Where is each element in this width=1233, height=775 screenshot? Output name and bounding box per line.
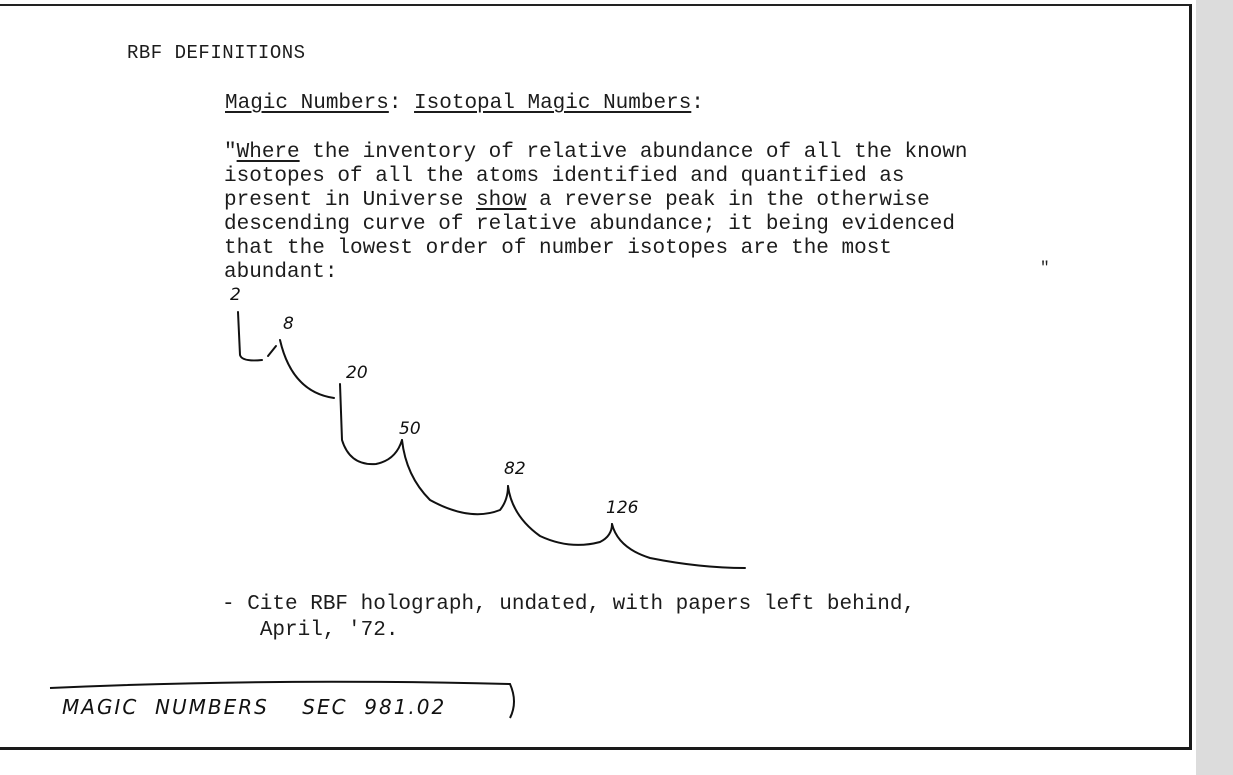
tick-mark xyxy=(268,346,276,356)
quote-line-3a: present in Universe xyxy=(224,189,477,212)
subheading-magic-numbers: Magic Numbers xyxy=(225,92,389,115)
quote-line-4: descending curve of relative abundance; it being evidenced xyxy=(224,213,955,236)
quote-open-mark: " xyxy=(224,141,237,164)
peak-label-2: 2 xyxy=(230,285,241,305)
curve-peak-126 xyxy=(612,524,745,568)
quote-line-6: abundant: xyxy=(224,261,338,284)
curve-peak-50 xyxy=(402,440,508,514)
quote-line-3b: a reverse peak in the otherwise xyxy=(526,189,930,212)
quote-word-show: show xyxy=(476,189,527,212)
footer-label: MAGIC NUMBERS SEC 981.02 xyxy=(62,695,447,719)
diagram-curves xyxy=(238,312,745,568)
citation-line-1: - Cite RBF holograph, undated, with papers left behind, xyxy=(222,593,916,616)
citation xyxy=(222,592,915,644)
curve-peak-8 xyxy=(280,340,334,398)
quote-line-1: the inventory of relative abundance of all the known xyxy=(299,141,968,164)
peak-label-20: 20 xyxy=(346,363,368,383)
subheading-separator: : xyxy=(388,92,415,115)
subheading-end: : xyxy=(691,92,704,115)
curve-peak-82 xyxy=(508,486,612,545)
subheading-isotopal-magic-numbers: Isotopal Magic Numbers xyxy=(414,92,692,115)
curve-peak-2 xyxy=(238,312,262,360)
peak-label-126: 126 xyxy=(606,498,639,518)
peak-label-82: 82 xyxy=(504,459,526,479)
page-heading: RBF DEFINITIONS xyxy=(127,42,306,64)
quote-line-2: isotopes of all the atoms identified and quantified as xyxy=(224,165,905,188)
quote-close-mark: " xyxy=(1040,259,1050,277)
peak-label-8: 8 xyxy=(283,314,294,334)
citation-line-2: April, '72. xyxy=(259,619,399,642)
curve-peak-20 xyxy=(340,384,402,464)
quote-word-where: Where xyxy=(236,141,300,164)
peak-label-50: 50 xyxy=(399,419,421,439)
quote-line-5: that the lowest order of number isotopes are the most xyxy=(224,237,892,260)
